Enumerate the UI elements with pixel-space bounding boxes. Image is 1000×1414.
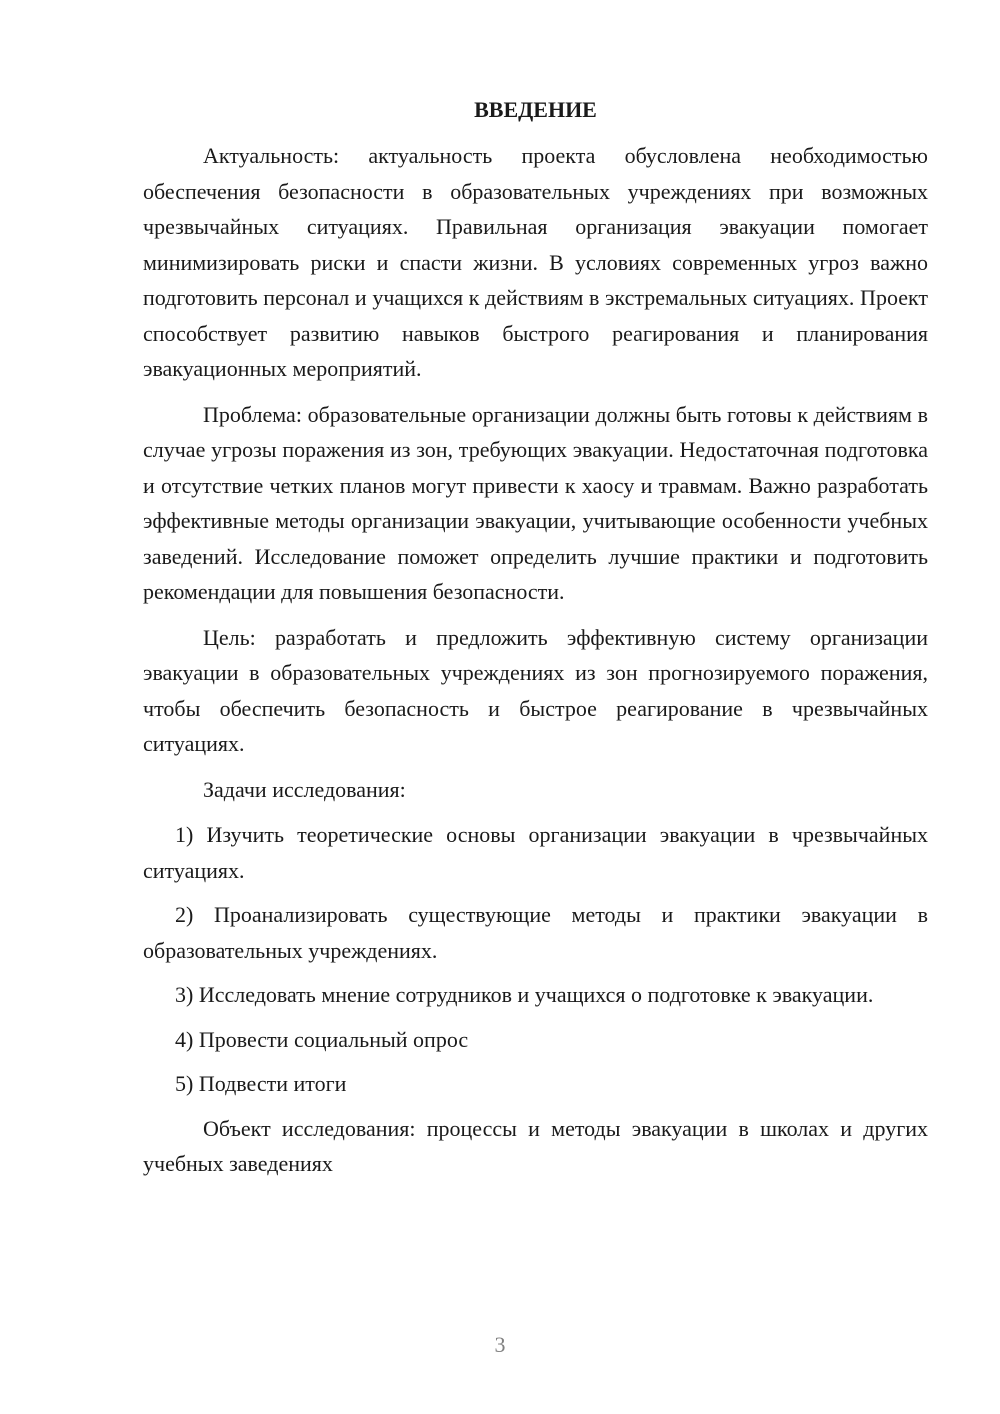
document-page	[143, 96, 928, 1192]
task-item-5: 5) Подвести итоги	[175, 1071, 347, 1096]
relevance-paragraph: Актуальность: актуальность проекта обусловлена необходимостью обеспечения безопасности в образовательных учреждениях при возможных чрезвычайных ситуациях. Правильная организация эвакуации помогает минимизировать риски и спасти жизни. В условиях современных угроз важно подготовить персонал и учащихся к действиям в экстремальных ситуациях. Проект способствует развитию навыков быстрого реагирования и планирования эвакуационных мероприятий.	[143, 143, 928, 381]
task-item-4: 4) Провести социальный опрос	[175, 1026, 469, 1052]
goal-paragraph: Цель: разработать и предложить эффективную систему организации эвакуации в образовательных учреждениях из зон прогнозируемого поражения, чтобы обеспечить безопасность и быстрое реагирование в чрезвычайных ситуациях.	[143, 624, 928, 756]
object-paragraph: Объект исследования: процессы и методы эвакуации в школах и других учебных заведениях	[143, 1115, 928, 1176]
task-item-2: 2) Проанализировать существующие методы и практики эвакуации в образовательных учреждениях.	[143, 902, 928, 963]
task-item-3: 3) Исследовать мнение сотрудников и учащихся о подготовке к эвакуации.	[175, 982, 874, 1007]
task-item-1: 1) Изучить теоретические основы организации эвакуации в чрезвычайных ситуациях.	[143, 822, 928, 883]
page-number: 3	[494, 1332, 506, 1357]
problem-paragraph: Проблема: образовательные организации должны быть готовы к действиям в случае угрозы поражения из зон, требующих эвакуации. Недостаточная подготовка и отсутствие четких планов могут привести к хаосу и травмам. Важно разработать эффективные методы организации эвакуации, учитывающие особенности учебных заведений. Исследование поможет определить лучшие практики и подготовить рекомендации для повышения безопасности.	[143, 401, 928, 604]
section-title: ВВЕДЕНИЕ	[474, 97, 597, 122]
tasks-heading: Задачи исследования:	[203, 776, 406, 802]
